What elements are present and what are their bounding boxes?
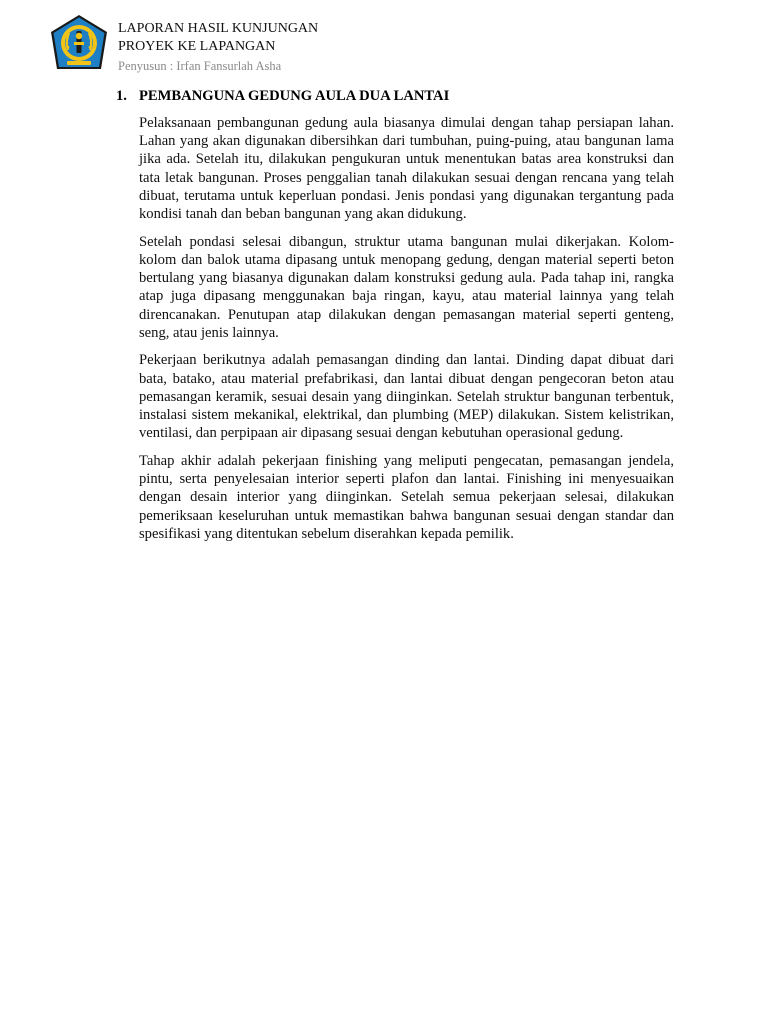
section-body: [139, 114, 674, 543]
section-1: [116, 86, 674, 552]
section-number: 1.: [116, 88, 127, 104]
paragraph-site-preparation: Pelaksanaan pembangunan gedung aula biasanya dimulai dengan tahap persiapan lahan. Lahan yang akan digunakan dibersihkan dari tumbuhan, puing-puing, atau bangunan lama jika ada. Setelah itu, dilakukan pengukuran untuk menentukan batas area konstruksi dan tata letak bangunan. Proses penggalian tanah dilakukan sesuai dengan rencana yang telah dibuat, terutama untuk keperluan pondasi. Jenis pondasi yang digunakan tergantung pada kondisi tanah dan beban bangunan yang akan didukung.: [139, 115, 674, 223]
report-title-line-2: PROYEK KE LAPANGAN: [118, 39, 276, 54]
paragraph-walls-floors-mep: Pekerjaan berikutnya adalah pemasangan dinding dan lantai. Dinding dapat dibuat dari bata, batako, atau material prefabrikasi, dan lantai dibuat dengan pengecoran beton atau pemasangan keramik, sesuai desain yang diinginkan. Setelah struktur bangunan terbentuk, instalasi sistem mekanikal, elektrikal, dan plumbing (MEP) dilakukan. Sistem kelistrikan, ventilasi, dan perpipaan air dipasang sesuai dengan kebutuhan operasional gedung.: [139, 352, 674, 442]
paragraph-finishing: Tahap akhir adalah pekerjaan finishing yang meliputi pengecatan, pemasangan jendela, pintu, serta penyelesaian interior seperti plafon dan lantai. Finishing ini menyesuaikan dengan desain interior yang diinginkan. Setelah semua pekerjaan selesai, dilakukan pemeriksaan keseluruhan untuk memastikan bahwa bangunan sesuai dengan standar dan spesifikasi yang ditentukan sebelum diserahkan kepada pemilik.: [139, 452, 674, 542]
paragraph-main-structure: Setelah pondasi selesai dibangun, struktur utama bangunan mulai dikerjakan. Kolom-kolom dan balok utama dipasang untuk menopang gedung, dengan material seperti beton bertulang yang biasanya digunakan dalam konstruksi gedung aula. Pada tahap ini, rangka atap juga dipasang menggunakan baja ringan, kayu, atau material lainnya yang telah direncanakan. Penutupan atap dilakukan dengan pemasangan material seperti genteng, seng, atau jenis lainnya.: [139, 233, 674, 341]
institution-logo-icon: [49, 14, 109, 72]
section-title: PEMBANGUNA GEDUNG AULA DUA LANTAI: [139, 88, 450, 104]
document-header: [118, 20, 518, 74]
report-title-line-1: LAPORAN HASIL KUNJUNGAN: [118, 21, 319, 36]
section-heading: [116, 86, 674, 106]
author-line: Penyusun : Irfan Fansurlah Asha: [118, 59, 282, 73]
